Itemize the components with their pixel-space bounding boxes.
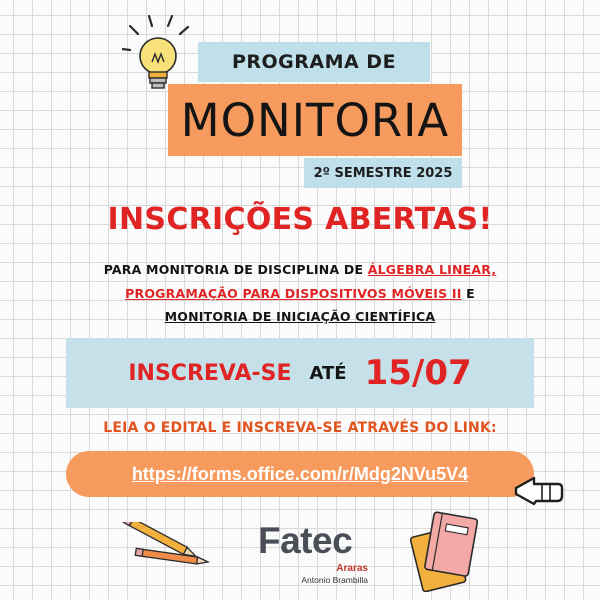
notebooks-icon — [404, 508, 484, 592]
fatec-subtitle: Antonio Brambilla — [301, 575, 368, 585]
fatec-logo — [254, 520, 374, 590]
description-line-1 — [0, 262, 600, 277]
subject-linear-algebra: ÁLGEBRA LINEAR, — [367, 262, 497, 277]
description-line-2 — [0, 286, 600, 301]
deadline-date: 15/07 — [364, 353, 472, 393]
semester-badge: 2º SEMESTRE 2025 — [304, 158, 462, 188]
title-monitoria: MONITORIA — [168, 84, 462, 156]
cursor-hand-icon — [512, 474, 564, 508]
description-line-3 — [0, 309, 600, 324]
description-prefix: PARA MONITORIA DE DISCIPLINA DE — [103, 262, 368, 277]
title-program: PROGRAMA DE — [198, 42, 430, 82]
fatec-name: Fatec — [258, 520, 353, 561]
registration-link[interactable]: https://forms.office.com/r/Mdg2NVu5V4 — [131, 463, 469, 484]
fatec-campus: Araras — [336, 563, 368, 574]
deadline-until: ATÉ — [309, 362, 347, 384]
description-conjunction: E — [461, 286, 475, 301]
instruction-text: LEIA O EDITAL E INSCREVA-SE ATRAVÉS DO LINK: — [103, 420, 497, 436]
headline-registrations-open: INSCRIÇÕES ABERTAS! — [107, 202, 493, 237]
pencils-icon — [112, 522, 212, 582]
subject-scientific-initiation: MONITORIA DE INICIAÇÃO CIENTÍFICA — [164, 309, 436, 324]
link-button[interactable] — [66, 451, 534, 497]
deadline-banner — [66, 338, 534, 408]
deadline-label: INSCREVA-SE — [128, 360, 292, 386]
subject-mobile-programming: PROGRAMAÇÃO PARA DISPOSITIVOS MÓVEIS II — [125, 286, 462, 301]
